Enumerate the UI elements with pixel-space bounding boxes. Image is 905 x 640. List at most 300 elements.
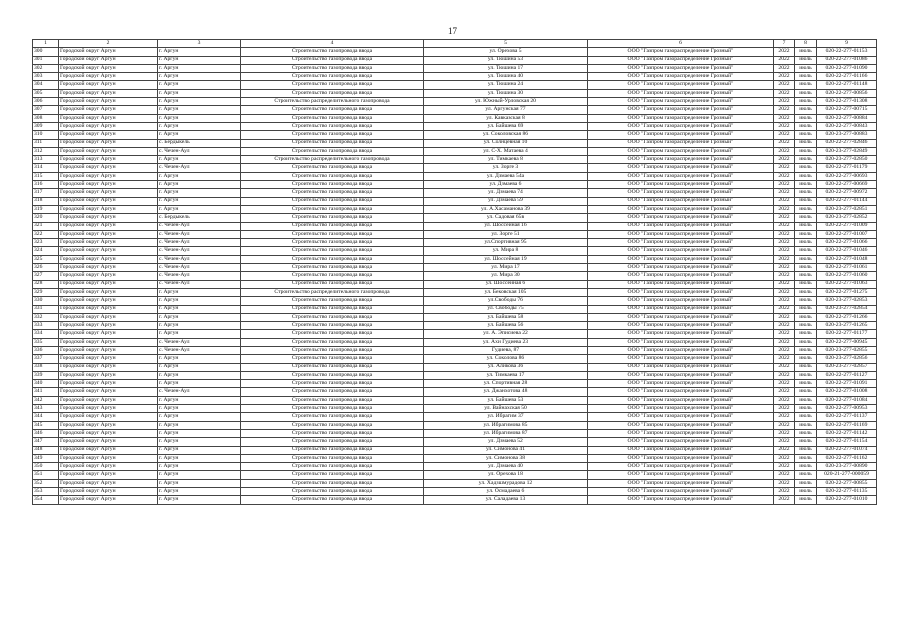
month-cell: июль [795, 355, 817, 363]
table-row [33, 247, 877, 255]
year-cell: 2022 [774, 288, 795, 296]
table-row [33, 205, 877, 213]
year-cell: 2022 [774, 98, 795, 106]
table-row [33, 297, 877, 305]
year-cell: 2022 [774, 454, 795, 462]
organization-cell: ООО "Газпром газораспределение Грозный" [588, 230, 774, 238]
row-number-cell: 338 [33, 363, 59, 371]
address-cell: ул. Аргунская 77 [424, 106, 588, 114]
year-cell: 2022 [774, 73, 795, 81]
address-cell: ул. Осмадаева 6 [424, 488, 588, 496]
settlement-cell: г. Аргун [158, 405, 241, 413]
organization-cell: ООО "Газпром газораспределение Грозный" [588, 280, 774, 288]
work-type-cell: Строительство газопровода ввода [241, 479, 424, 487]
district-cell: Городской округ Аргун [59, 172, 158, 180]
row-number-cell: 330 [33, 297, 59, 305]
code-cell: 020-22-277-00945 [817, 338, 877, 346]
settlement-cell: г. Аргун [158, 355, 241, 363]
table-row [33, 346, 877, 354]
year-cell: 2022 [774, 438, 795, 446]
table-row [33, 313, 877, 321]
district-cell: Городской округ Аргун [59, 205, 158, 213]
table-row [33, 413, 877, 421]
work-type-cell: Строительство распределительного газопровода [241, 288, 424, 296]
settlement-cell: г. Аргун [158, 454, 241, 462]
code-cell: 020-23-277-02855 [817, 346, 877, 354]
row-number-cell: 308 [33, 114, 59, 122]
code-cell: 020-23-277-02857 [817, 363, 877, 371]
month-cell: июль [795, 429, 817, 437]
settlement-cell: г. Аргун [158, 205, 241, 213]
district-cell: Городской округ Аргун [59, 122, 158, 130]
table-body [33, 48, 877, 504]
year-cell: 2022 [774, 131, 795, 139]
table-row [33, 255, 877, 263]
code-cell: 020-22-277-01266 [817, 313, 877, 321]
row-number-cell: 348 [33, 446, 59, 454]
settlement-cell: г. Аргун [158, 98, 241, 106]
settlement-cell: г. Аргун [158, 131, 241, 139]
address-cell: ул. Дзмаева 52 [424, 438, 588, 446]
work-type-cell: Строительство газопровода ввода [241, 330, 424, 338]
table-row [33, 230, 877, 238]
settlement-cell: с. Чечен-Аул [158, 247, 241, 255]
year-cell: 2022 [774, 56, 795, 64]
work-type-cell: Строительство распределительного газопровода [241, 98, 424, 106]
district-cell: Городской округ Аргун [59, 471, 158, 479]
district-cell: Городской округ Аргун [59, 446, 158, 454]
code-cell: 020-22-277-00669 [817, 181, 877, 189]
code-cell: 020-22-277-01148 [817, 81, 877, 89]
table-row [33, 330, 877, 338]
address-cell: ул. Кавказская 8 [424, 114, 588, 122]
organization-cell: ООО "Газпром газораспределение Грозный" [588, 139, 774, 147]
work-type-cell: Строительство газопровода ввода [241, 131, 424, 139]
row-number-cell: 322 [33, 230, 59, 238]
district-cell: Городской округ Аргун [59, 297, 158, 305]
work-type-cell: Строительство газопровода ввода [241, 89, 424, 97]
address-cell: Гудиева, 87 [424, 346, 588, 354]
row-number-cell: 326 [33, 264, 59, 272]
organization-cell: ООО "Газпром газораспределение Грозный" [588, 496, 774, 504]
settlement-cell: г. Аргун [158, 330, 241, 338]
table-row [33, 454, 877, 462]
row-number-cell: 306 [33, 98, 59, 106]
table-row [33, 288, 877, 296]
organization-cell: ООО "Газпром газораспределение Грозный" [588, 122, 774, 130]
year-cell: 2022 [774, 81, 795, 89]
organization-cell: ООО "Газпром газораспределение Грозный" [588, 479, 774, 487]
row-number-cell: 335 [33, 338, 59, 346]
table-row [33, 496, 877, 504]
row-number-cell: 339 [33, 371, 59, 379]
work-type-cell: Строительство газопровода ввода [241, 471, 424, 479]
address-cell: ул. Байшева 56 [424, 322, 588, 330]
address-cell: ул. Мира 17 [424, 264, 588, 272]
address-cell: ул. Ибрагимова 85 [424, 421, 588, 429]
works-register-table [32, 39, 877, 505]
settlement-cell: с. Бердыкель [158, 214, 241, 222]
code-cell: 020-22-277-00972 [817, 189, 877, 197]
year-cell: 2022 [774, 181, 795, 189]
month-cell: июль [795, 81, 817, 89]
month-cell: июль [795, 98, 817, 106]
year-cell: 2022 [774, 463, 795, 471]
year-cell: 2022 [774, 106, 795, 114]
year-cell: 2022 [774, 413, 795, 421]
address-cell: ул. Байшева 53 [424, 396, 588, 404]
year-cell: 2022 [774, 305, 795, 313]
year-cell: 2022 [774, 297, 795, 305]
organization-cell: ООО "Газпром газораспределение Грозный" [588, 56, 774, 64]
code-cell: 020-21-277-000059 [817, 471, 877, 479]
organization-cell: ООО "Газпром газораспределение Грозный" [588, 214, 774, 222]
work-type-cell: Строительство газопровода ввода [241, 496, 424, 504]
work-type-cell: Строительство газопровода ввода [241, 313, 424, 321]
settlement-cell: г. Аргун [158, 197, 241, 205]
column-header: 6 [588, 40, 774, 48]
work-type-cell: Строительство газопровода ввода [241, 164, 424, 172]
district-cell: Городской округ Аргун [59, 338, 158, 346]
address-cell: ул. Симонова 38 [424, 454, 588, 462]
row-number-cell: 313 [33, 156, 59, 164]
month-cell: июль [795, 181, 817, 189]
work-type-cell: Строительство газопровода ввода [241, 421, 424, 429]
address-cell: ул. Соколовская 86 [424, 131, 588, 139]
district-cell: Городской округ Аргун [59, 288, 158, 296]
district-cell: Городской округ Аргун [59, 272, 158, 280]
year-cell: 2022 [774, 421, 795, 429]
row-number-cell: 309 [33, 122, 59, 130]
code-cell: 020-23-277-00890 [817, 463, 877, 471]
year-cell: 2022 [774, 48, 795, 56]
code-cell: 020-22-277-01060 [817, 272, 877, 280]
settlement-cell: г. Аргун [158, 322, 241, 330]
month-cell: июль [795, 405, 817, 413]
row-number-cell: 343 [33, 405, 59, 413]
row-number-cell: 304 [33, 81, 59, 89]
month-cell: июль [795, 272, 817, 280]
address-cell: ул. Вайнахская 50 [424, 405, 588, 413]
settlement-cell: г. Аргун [158, 73, 241, 81]
organization-cell: ООО "Газпром газораспределение Грозный" [588, 297, 774, 305]
work-type-cell: Строительство газопровода ввода [241, 247, 424, 255]
settlement-cell: г. Аргун [158, 429, 241, 437]
work-type-cell: Строительство газопровода ввода [241, 363, 424, 371]
year-cell: 2022 [774, 264, 795, 272]
settlement-cell: с. Бердыкель [158, 139, 241, 147]
month-cell: июль [795, 255, 817, 263]
table-row [33, 380, 877, 388]
year-cell: 2022 [774, 114, 795, 122]
address-cell: ул. Соколова 86 [424, 355, 588, 363]
column-header: 5 [424, 40, 588, 48]
code-cell: 020-22-277-01166 [817, 73, 877, 81]
work-type-cell: Строительство газопровода ввода [241, 106, 424, 114]
organization-cell: ООО "Газпром газораспределение Грозный" [588, 264, 774, 272]
row-number-cell: 346 [33, 429, 59, 437]
district-cell: Городской округ Аргун [59, 496, 158, 504]
settlement-cell: г. Аргун [158, 122, 241, 130]
table-row [33, 388, 877, 396]
month-cell: июль [795, 139, 817, 147]
organization-cell: ООО "Газпром газораспределение Грозный" [588, 421, 774, 429]
month-cell: июль [795, 48, 817, 56]
year-cell: 2022 [774, 239, 795, 247]
address-cell: ул. Тюшина 24 [424, 81, 588, 89]
row-number-cell: 341 [33, 388, 59, 396]
row-number-cell: 311 [33, 139, 59, 147]
row-number-cell: 318 [33, 197, 59, 205]
row-number-cell: 300 [33, 48, 59, 56]
settlement-cell: г. Аргун [158, 297, 241, 305]
organization-cell: ООО "Газпром газораспределение Грозный" [588, 98, 774, 106]
row-number-cell: 340 [33, 380, 59, 388]
month-cell: июль [795, 106, 817, 114]
row-number-cell: 307 [33, 106, 59, 114]
month-cell: июль [795, 264, 817, 272]
year-cell: 2022 [774, 197, 795, 205]
organization-cell: ООО "Газпром газораспределение Грозный" [588, 164, 774, 172]
table-row [33, 488, 877, 496]
settlement-cell: с. Чечен-Аул [158, 147, 241, 155]
settlement-cell: г. Аргун [158, 479, 241, 487]
table-row [33, 322, 877, 330]
year-cell: 2022 [774, 205, 795, 213]
address-cell: ул. Орехова 5 [424, 48, 588, 56]
district-cell: Городской округ Аргун [59, 330, 158, 338]
row-number-cell: 354 [33, 496, 59, 504]
month-cell: июль [795, 479, 817, 487]
work-type-cell: Строительство газопровода ввода [241, 122, 424, 130]
organization-cell: ООО "Газпром газораспределение Грозный" [588, 181, 774, 189]
organization-cell: ООО "Газпром газораспределение Грозный" [588, 405, 774, 413]
table-row [33, 272, 877, 280]
address-cell: ул. Бековская 105 [424, 288, 588, 296]
organization-cell: ООО "Газпром газораспределение Грозный" [588, 446, 774, 454]
settlement-cell: с. Чечен-Аул [158, 338, 241, 346]
work-type-cell: Строительство газопровода ввода [241, 297, 424, 305]
code-cell: 020-22-277-01179 [817, 164, 877, 172]
district-cell: Городской округ Аргун [59, 56, 158, 64]
month-cell: июль [795, 205, 817, 213]
organization-cell: ООО "Газпром газораспределение Грозный" [588, 172, 774, 180]
header-row [33, 40, 877, 48]
year-cell: 2022 [774, 230, 795, 238]
district-cell: Городской округ Аргун [59, 355, 158, 363]
year-cell: 2022 [774, 496, 795, 504]
settlement-cell: с. Чечен-Аул [158, 346, 241, 354]
month-cell: июль [795, 388, 817, 396]
row-number-cell: 321 [33, 222, 59, 230]
work-type-cell: Строительство газопровода ввода [241, 305, 424, 313]
month-cell: июль [795, 172, 817, 180]
year-cell: 2022 [774, 156, 795, 164]
work-type-cell: Строительство газопровода ввода [241, 64, 424, 72]
year-cell: 2022 [774, 247, 795, 255]
settlement-cell: г. Аргун [158, 363, 241, 371]
code-cell: 020-22-277-01084 [817, 396, 877, 404]
row-number-cell: 333 [33, 322, 59, 330]
year-cell: 2022 [774, 371, 795, 379]
year-cell: 2022 [774, 355, 795, 363]
work-type-cell: Строительство газопровода ввода [241, 463, 424, 471]
month-cell: июль [795, 214, 817, 222]
organization-cell: ООО "Газпром газораспределение Грозный" [588, 438, 774, 446]
district-cell: Городской округ Аргун [59, 264, 158, 272]
work-type-cell: Строительство газопровода ввода [241, 413, 424, 421]
address-cell: ул. Зорге 51 [424, 230, 588, 238]
settlement-cell: г. Аргун [158, 189, 241, 197]
address-cell: ул. Шоссейная 19 [424, 255, 588, 263]
year-cell: 2022 [774, 122, 795, 130]
month-cell: июль [795, 230, 817, 238]
district-cell: Городской округ Аргун [59, 380, 158, 388]
address-cell: ул. Спортивная 28 [424, 380, 588, 388]
code-cell: 020-22-277-01010 [817, 496, 877, 504]
organization-cell: ООО "Газпром газораспределение Грозный" [588, 454, 774, 462]
work-type-cell: Строительство газопровода ввода [241, 197, 424, 205]
settlement-cell: г. Аргун [158, 313, 241, 321]
year-cell: 2022 [774, 139, 795, 147]
table-row [33, 446, 877, 454]
month-cell: июль [795, 247, 817, 255]
month-cell: июль [795, 89, 817, 97]
month-cell: июль [795, 454, 817, 462]
address-cell: ул. Дзмаева 6 [424, 181, 588, 189]
organization-cell: ООО "Газпром газораспределение Грозный" [588, 156, 774, 164]
year-cell: 2022 [774, 313, 795, 321]
row-number-cell: 336 [33, 346, 59, 354]
address-cell: ул. А.Хасаманова 39 [424, 205, 588, 213]
work-type-cell: Строительство газопровода ввода [241, 56, 424, 64]
district-cell: Городской округ Аргун [59, 346, 158, 354]
district-cell: Городской округ Аргун [59, 81, 158, 89]
organization-cell: ООО "Газпром газораспределение Грозный" [588, 330, 774, 338]
row-number-cell: 349 [33, 454, 59, 462]
row-number-cell: 325 [33, 255, 59, 263]
table-row [33, 363, 877, 371]
organization-cell: ООО "Газпром газораспределение Грозный" [588, 239, 774, 247]
address-cell: ул. Солнцевная 10 [424, 139, 588, 147]
organization-cell: ООО "Газпром газораспределение Грозный" [588, 255, 774, 263]
table-row [33, 429, 877, 437]
work-type-cell: Строительство газопровода ввода [241, 272, 424, 280]
organization-cell: ООО "Газпром газораспределение Грозный" [588, 272, 774, 280]
work-type-cell: Строительство газопровода ввода [241, 338, 424, 346]
organization-cell: ООО "Газпром газораспределение Грозный" [588, 380, 774, 388]
table-row [33, 89, 877, 97]
address-cell: ул. Тюшина 53 [424, 56, 588, 64]
district-cell: Городской округ Аргун [59, 139, 158, 147]
row-number-cell: 314 [33, 164, 59, 172]
month-cell: июль [795, 114, 817, 122]
row-number-cell: 315 [33, 172, 59, 180]
address-cell: ул. Дзмаева 59 [424, 197, 588, 205]
settlement-cell: г. Аргун [158, 114, 241, 122]
year-cell: 2022 [774, 214, 795, 222]
row-number-cell: 351 [33, 471, 59, 479]
month-cell: июль [795, 413, 817, 421]
district-cell: Городской округ Аргун [59, 89, 158, 97]
work-type-cell: Строительство газопровода ввода [241, 81, 424, 89]
column-header: 7 [774, 40, 795, 48]
month-cell: июль [795, 222, 817, 230]
address-cell: ул. Орехова 18 [424, 471, 588, 479]
code-cell: 020-22-277-01142 [817, 429, 877, 437]
table-row [33, 81, 877, 89]
settlement-cell: г. Аргун [158, 438, 241, 446]
organization-cell: ООО "Газпром газораспределение Грозный" [588, 73, 774, 81]
year-cell: 2022 [774, 346, 795, 354]
settlement-cell: г. Аргун [158, 488, 241, 496]
district-cell: Городской округ Аргун [59, 429, 158, 437]
district-cell: Городской округ Аргун [59, 421, 158, 429]
table-row [33, 280, 877, 288]
year-cell: 2022 [774, 255, 795, 263]
code-cell: 020-22-277-01046 [817, 247, 877, 255]
code-cell: 020-22-277-01008 [817, 388, 877, 396]
month-cell: июль [795, 288, 817, 296]
organization-cell: ООО "Газпром газораспределение Грозный" [588, 197, 774, 205]
district-cell: Городской округ Аргун [59, 322, 158, 330]
district-cell: Городской округ Аргун [59, 255, 158, 263]
settlement-cell: г. Аргун [158, 496, 241, 504]
address-cell: ул. Южный-Урловская 20 [424, 98, 588, 106]
work-type-cell: Строительство газопровода ввода [241, 239, 424, 247]
row-number-cell: 323 [33, 239, 59, 247]
row-number-cell: 332 [33, 313, 59, 321]
row-number-cell: 312 [33, 147, 59, 155]
table-row [33, 471, 877, 479]
code-cell: 020-22-277-01275 [817, 288, 877, 296]
organization-cell: ООО "Газпром газораспределение Грозный" [588, 222, 774, 230]
district-cell: Городской округ Аргун [59, 197, 158, 205]
organization-cell: ООО "Газпром газораспределение Грозный" [588, 355, 774, 363]
row-number-cell: 345 [33, 421, 59, 429]
district-cell: Городской округ Аргун [59, 131, 158, 139]
year-cell: 2022 [774, 488, 795, 496]
code-cell: 020-22-277-01127 [817, 371, 877, 379]
code-cell: 020-22-277-01144 [817, 197, 877, 205]
code-cell: 020-23-277-02851 [817, 205, 877, 213]
address-cell: ул. Зорге 3 [424, 164, 588, 172]
district-cell: Городской округ Аргун [59, 438, 158, 446]
organization-cell: ООО "Газпром газораспределение Грозный" [588, 413, 774, 421]
district-cell: Городской округ Аргун [59, 371, 158, 379]
address-cell: ул. Ибрагим 37 [424, 413, 588, 421]
code-cell: 020-22-277-01007 [817, 230, 877, 238]
row-number-cell: 317 [33, 189, 59, 197]
district-cell: Городской округ Аргун [59, 147, 158, 155]
organization-cell: ООО "Газпром газораспределение Грозный" [588, 429, 774, 437]
organization-cell: ООО "Газпром газораспределение Грозный" [588, 114, 774, 122]
settlement-cell: г. Аргун [158, 181, 241, 189]
year-cell: 2022 [774, 388, 795, 396]
district-cell: Городской округ Аргун [59, 388, 158, 396]
month-cell: июль [795, 239, 817, 247]
organization-cell: ООО "Газпром газораспределение Грозный" [588, 205, 774, 213]
district-cell: Городской округ Аргун [59, 239, 158, 247]
table-row [33, 197, 877, 205]
row-number-cell: 344 [33, 413, 59, 421]
address-cell: ул. Байшева 69 [424, 122, 588, 130]
table-row [33, 222, 877, 230]
address-cell: ул. Байшева 58 [424, 313, 588, 321]
code-cell: 020-22-277-01162 [817, 454, 877, 462]
work-type-cell: Строительство распределительного газопровода [241, 156, 424, 164]
page-number: 17 [448, 26, 457, 36]
